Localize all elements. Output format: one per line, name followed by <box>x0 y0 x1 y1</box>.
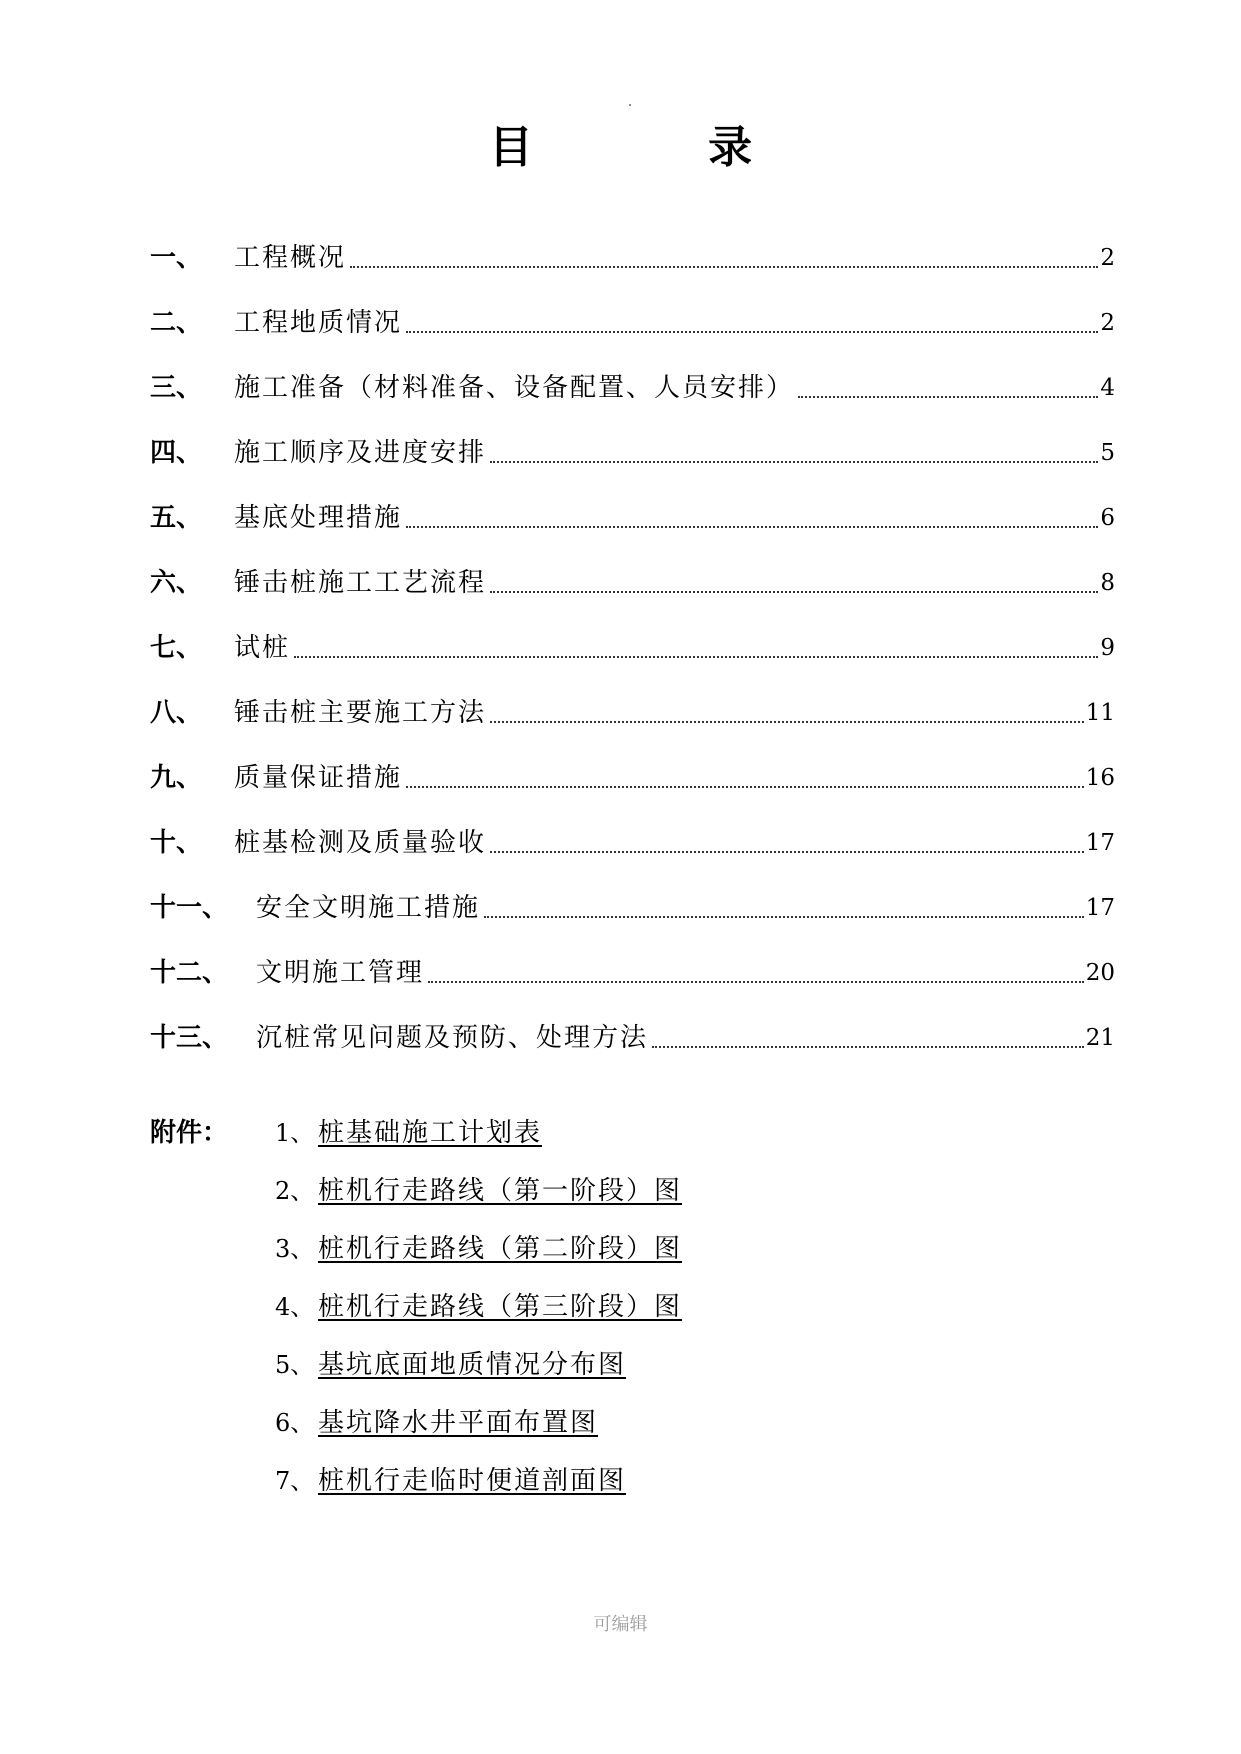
toc-entry-title: 基底处理措施 <box>234 503 403 533</box>
appendix-list <box>150 1115 950 1499</box>
appendix-item-number: 2、 <box>275 1177 315 1205</box>
toc-entry-title: 沉桩常见问题及预防、处理方法 <box>256 1023 649 1053</box>
toc-entry-number: 二、 <box>150 308 203 338</box>
toc-entry-page: 11 <box>1085 700 1115 726</box>
dot-leader <box>406 330 1098 333</box>
toc-entry[interactable] <box>150 601 1115 666</box>
toc-entry[interactable] <box>150 240 1115 276</box>
toc-entry-number: 一、 <box>150 243 203 273</box>
toc-entry-page: 20 <box>1085 960 1115 986</box>
toc-entry-page: 17 <box>1085 895 1115 921</box>
toc-entry-title: 工程概况 <box>234 243 347 273</box>
toc-entry-title: 桩基检测及质量验收 <box>234 828 487 858</box>
appendix-item-number: 5、 <box>275 1351 315 1379</box>
dot-leader <box>484 915 1084 918</box>
appendix-item-number: 7、 <box>275 1467 315 1495</box>
appendix-item-link[interactable]: 桩机行走路线（第二阶段）图 <box>318 1234 683 1264</box>
table-of-contents <box>150 240 1115 1056</box>
toc-entry-number: 十二、 <box>150 958 229 988</box>
toc-entry-page: 17 <box>1085 830 1115 856</box>
appendix-item <box>150 1383 950 1441</box>
toc-entry-number: 九、 <box>150 763 203 793</box>
toc-entry-page: 21 <box>1085 1025 1115 1051</box>
appendix-item-link[interactable]: 桩机行走临时便道剖面图 <box>318 1466 627 1496</box>
toc-entry-page: 2 <box>1100 245 1115 271</box>
appendix-label: 附件： <box>150 1118 229 1148</box>
toc-entry-title: 施工顺序及进度安排 <box>234 438 487 468</box>
appendix-item-link[interactable]: 桩机行走路线（第一阶段）图 <box>318 1176 683 1206</box>
toc-entry[interactable] <box>150 796 1115 861</box>
toc-entry-page: 2 <box>1100 310 1115 336</box>
appendix-item-link[interactable]: 基坑底面地质情况分布图 <box>318 1350 627 1380</box>
toc-entry-number: 七、 <box>150 633 203 663</box>
toc-entry-page: 9 <box>1100 635 1115 661</box>
toc-entry-number: 六、 <box>150 568 203 598</box>
dot-leader <box>652 1045 1084 1048</box>
toc-entry-title: 工程地质情况 <box>234 308 403 338</box>
appendix-item <box>150 1441 950 1499</box>
toc-entry-page: 6 <box>1100 505 1115 531</box>
toc-entry-title: 安全文明施工措施 <box>256 893 481 923</box>
dot-leader <box>798 395 1098 398</box>
toc-entry-number: 十三、 <box>150 1023 229 1053</box>
dot-leader <box>406 785 1084 788</box>
appendix-item-link[interactable]: 桩机行走路线（第三阶段）图 <box>318 1292 683 1322</box>
toc-entry[interactable] <box>150 926 1115 991</box>
page-footer: 可编辑 <box>593 1614 648 1635</box>
toc-entry[interactable] <box>150 861 1115 926</box>
toc-entry-page: 5 <box>1100 440 1115 466</box>
toc-entry-title: 试桩 <box>234 633 291 663</box>
appendix-item <box>150 1209 950 1267</box>
dot-leader <box>350 265 1098 268</box>
appendix-item-number: 4、 <box>275 1293 315 1321</box>
appendix-item <box>150 1325 950 1383</box>
toc-entry[interactable] <box>150 991 1115 1056</box>
toc-entry[interactable] <box>150 276 1115 341</box>
toc-entry[interactable] <box>150 536 1115 601</box>
toc-entry-page: 16 <box>1085 765 1115 791</box>
toc-entry-number: 十一、 <box>150 893 229 923</box>
decorative-dot <box>629 104 631 106</box>
toc-entry-number: 五、 <box>150 503 203 533</box>
toc-entry[interactable] <box>150 471 1115 536</box>
dot-leader <box>490 590 1098 593</box>
toc-entry-title: 文明施工管理 <box>256 958 425 988</box>
dot-leader <box>294 655 1098 658</box>
appendix-item-number: 3、 <box>275 1235 315 1263</box>
toc-entry-title: 施工准备（材料准备、设备配置、人员安排） <box>234 373 795 403</box>
toc-entry[interactable] <box>150 731 1115 796</box>
toc-entry-number: 三、 <box>150 373 203 403</box>
dot-leader <box>490 460 1098 463</box>
appendix-item-link[interactable]: 桩基础施工计划表 <box>318 1118 543 1148</box>
toc-entry-number: 十、 <box>150 828 203 858</box>
appendix-item <box>150 1115 950 1151</box>
dot-leader <box>490 850 1084 853</box>
appendix-item <box>150 1267 950 1325</box>
dot-leader <box>490 720 1084 723</box>
toc-entry-title: 质量保证措施 <box>234 763 403 793</box>
toc-entry-title: 锤击桩主要施工方法 <box>234 698 487 728</box>
page-title: 目 录 <box>488 122 833 173</box>
toc-entry-title: 锤击桩施工工艺流程 <box>234 568 487 598</box>
toc-entry-number: 四、 <box>150 438 203 468</box>
appendix-item <box>150 1151 950 1209</box>
toc-entry[interactable] <box>150 666 1115 731</box>
dot-leader <box>428 980 1084 983</box>
toc-entry-page: 4 <box>1100 375 1115 401</box>
appendix-item-number: 6、 <box>275 1409 315 1437</box>
dot-leader <box>406 525 1098 528</box>
toc-entry-number: 八、 <box>150 698 203 728</box>
toc-entry[interactable] <box>150 341 1115 406</box>
toc-entry[interactable] <box>150 406 1115 471</box>
toc-entry-page: 8 <box>1100 570 1115 596</box>
appendix-item-number: 1、 <box>275 1119 315 1147</box>
appendix-item-link[interactable]: 基坑降水井平面布置图 <box>318 1408 599 1438</box>
